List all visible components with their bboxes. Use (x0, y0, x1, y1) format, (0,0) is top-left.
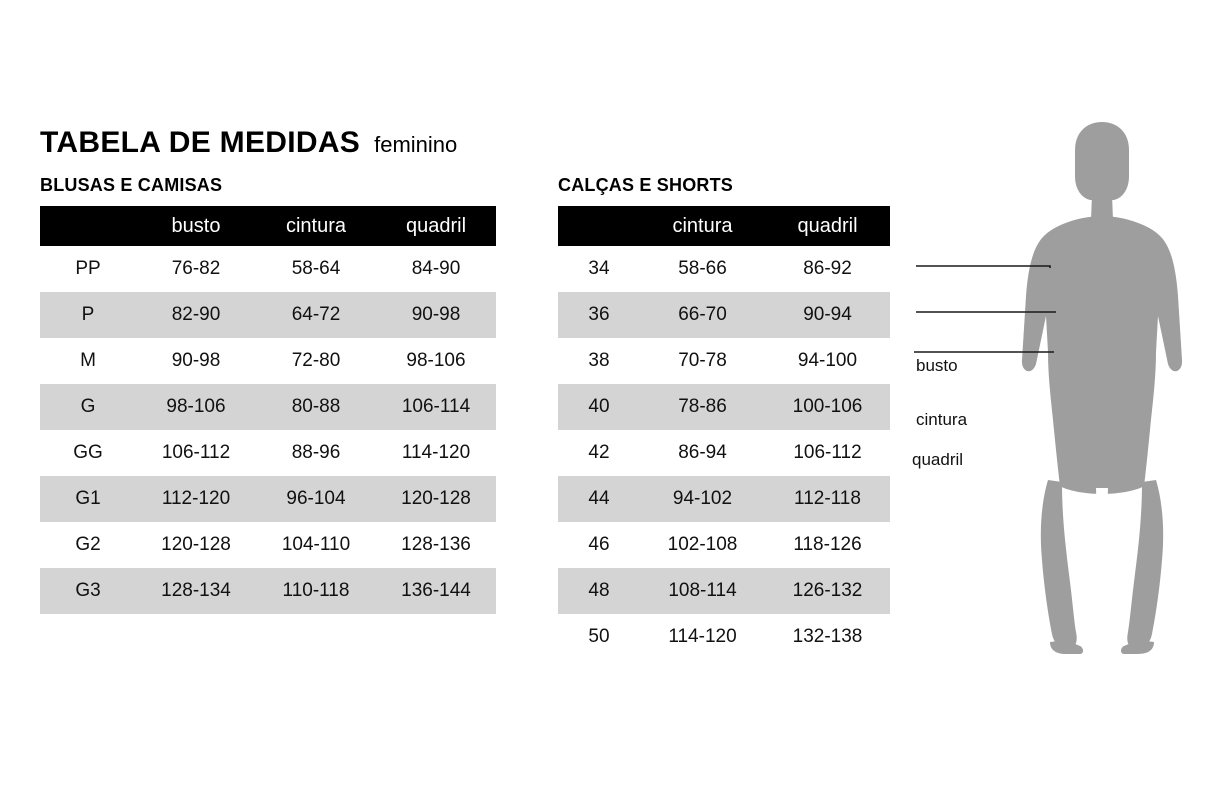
cell-busto: 112-120 (136, 476, 256, 522)
cell-quadril: 126-132 (765, 568, 890, 614)
table-row (558, 246, 890, 292)
cell-quadril: 94-100 (797, 350, 858, 371)
cell-cintura: 114-120 (668, 626, 737, 647)
cell-quadril: 132-138 (792, 626, 863, 647)
size-table-bottoms (558, 206, 890, 660)
table-row (40, 384, 496, 430)
cell-size: 34 (588, 258, 610, 279)
cell-quadril: 90-94 (765, 292, 890, 338)
table-header-row (558, 206, 890, 246)
table-row (40, 246, 496, 292)
cell-cintura: 94-102 (640, 476, 765, 522)
cell-quadril: 120-128 (376, 476, 496, 522)
cell-size: 48 (558, 568, 640, 614)
label-quadril: quadril (912, 450, 964, 469)
cell-cintura: 64-72 (256, 292, 376, 338)
col-header-size (40, 206, 136, 246)
col-header-size (558, 206, 640, 246)
cell-cintura: 104-110 (281, 534, 351, 555)
cell-size: G (40, 384, 136, 430)
table-row (558, 292, 890, 338)
cell-cintura: 102-108 (667, 534, 738, 555)
cell-cintura: 110-118 (256, 568, 376, 614)
cell-cintura: 108-114 (640, 568, 765, 614)
cell-cintura: 72-80 (291, 350, 341, 371)
cell-cintura: 58-66 (678, 258, 727, 279)
cell-cintura: 86-94 (678, 442, 727, 463)
table-row (558, 338, 890, 384)
cell-quadril: 114-120 (401, 442, 471, 463)
table-row (558, 430, 890, 476)
table-row (558, 614, 890, 660)
cell-size: 50 (588, 626, 610, 647)
table-row (40, 292, 496, 338)
label-cintura: cintura (916, 410, 968, 429)
col-header-cintura: cintura (640, 206, 765, 246)
cell-cintura: 70-78 (678, 350, 727, 371)
table-row (40, 476, 496, 522)
cell-quadril: 118-126 (793, 534, 862, 555)
cell-size: GG (73, 442, 103, 463)
cell-quadril: 86-92 (803, 258, 852, 279)
cell-size: G3 (40, 568, 136, 614)
cell-size: 44 (558, 476, 640, 522)
cell-busto: 106-112 (161, 442, 231, 463)
cell-cintura: 96-104 (256, 476, 376, 522)
col-header-cintura: cintura (256, 206, 376, 246)
table-caption-bottoms: CALÇAS E SHORTS (558, 175, 734, 195)
cell-busto: 82-90 (136, 292, 256, 338)
cell-quadril: 106-114 (376, 384, 496, 430)
table-row (558, 568, 890, 614)
table-row (40, 430, 496, 476)
cell-quadril: 84-90 (411, 258, 461, 279)
cell-cintura: 66-70 (640, 292, 765, 338)
cell-size: M (80, 350, 96, 371)
table-header-row (40, 206, 496, 246)
cell-size: G1 (40, 476, 136, 522)
cell-cintura: 80-88 (256, 384, 376, 430)
page-title-subtitle: feminino (374, 132, 458, 157)
cell-busto: 90-98 (171, 350, 221, 371)
cell-size: P (40, 292, 136, 338)
col-header-busto: busto (136, 206, 256, 246)
cell-size: 36 (558, 292, 640, 338)
cell-quadril: 106-112 (793, 442, 862, 463)
cell-busto: 98-106 (136, 384, 256, 430)
table-row (558, 384, 890, 430)
cell-size: G2 (75, 534, 101, 555)
cell-quadril: 100-106 (765, 384, 890, 430)
cell-cintura: 58-64 (291, 258, 341, 279)
cell-busto: 128-134 (136, 568, 256, 614)
cell-busto: 76-82 (171, 258, 221, 279)
cell-size: 40 (558, 384, 640, 430)
cell-cintura: 78-86 (640, 384, 765, 430)
label-busto: busto (916, 356, 958, 375)
cell-size: 38 (588, 350, 610, 371)
cell-size: 42 (588, 442, 610, 463)
cell-size: PP (75, 258, 101, 279)
cell-quadril: 98-106 (406, 350, 466, 371)
cell-quadril: 112-118 (765, 476, 890, 522)
page-title (40, 126, 457, 160)
table-row (40, 338, 496, 384)
table-block-tops (40, 175, 496, 614)
cell-quadril: 136-144 (376, 568, 496, 614)
table-row (40, 568, 496, 614)
table-row (558, 476, 890, 522)
table-block-bottoms (558, 175, 890, 660)
female-silhouette-icon (900, 120, 1200, 660)
measurement-figure (900, 120, 1200, 660)
cell-quadril: 128-136 (401, 534, 471, 555)
cell-cintura: 88-96 (291, 442, 341, 463)
cell-quadril: 90-98 (376, 292, 496, 338)
table-caption-tops: BLUSAS E CAMISAS (40, 175, 223, 195)
table-row (40, 522, 496, 568)
col-header-quadril: quadril (376, 206, 496, 246)
page-title-main: TABELA DE MEDIDAS (40, 126, 361, 159)
col-header-quadril: quadril (765, 206, 890, 246)
cell-size: 46 (588, 534, 610, 555)
cell-busto: 120-128 (161, 534, 231, 555)
size-table-tops (40, 206, 496, 614)
table-row (558, 522, 890, 568)
